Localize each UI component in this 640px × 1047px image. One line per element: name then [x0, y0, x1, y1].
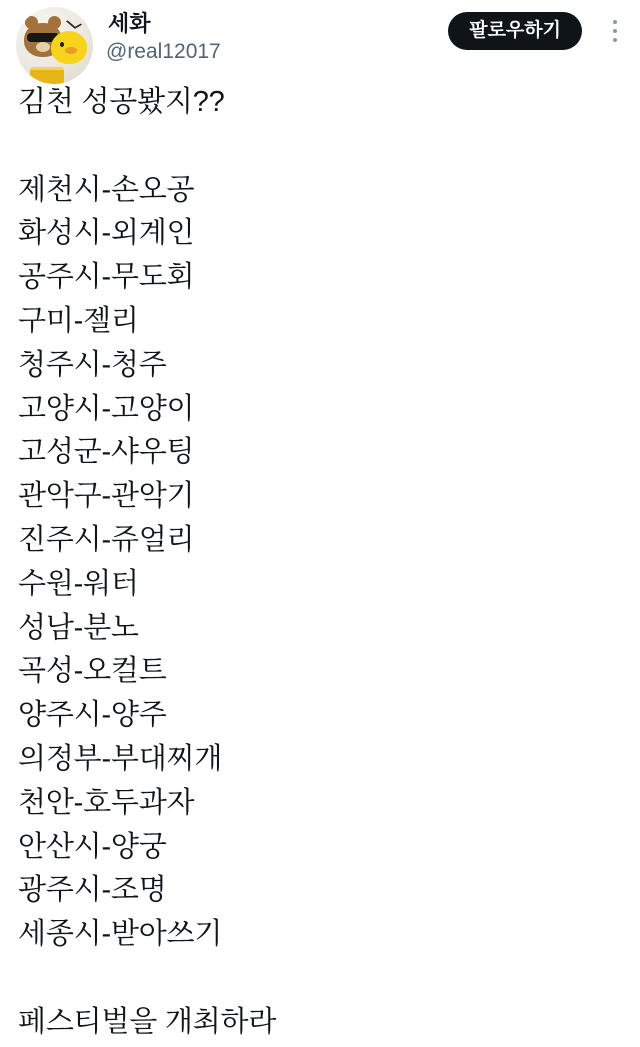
tweet-line: 의정부-부대찌개: [18, 742, 223, 775]
yellow-chick-icon: [51, 31, 87, 64]
follow-button[interactable]: 팔로우하기: [448, 12, 582, 50]
tweet-line: 고성군-샤우팅: [18, 436, 195, 469]
tweet-line: 청주시-청주: [18, 348, 167, 381]
tweet-line: 세종시-받아쓰기: [18, 918, 223, 951]
user-handle: @real12017: [106, 40, 221, 63]
tweet-line: 수원-워터: [18, 567, 139, 600]
tweet-line: 화성시-외계인: [18, 217, 195, 250]
avatar[interactable]: [16, 7, 93, 84]
tweet-line: [18, 125, 626, 169]
tweet-line: 천안-호두과자: [18, 786, 195, 819]
tweet-line: 안산시-양궁: [18, 830, 167, 863]
bird-silhouette-icon: [66, 17, 83, 29]
tweet-line: 성남-분노: [18, 611, 139, 644]
tweet-line: 제천시-손오공: [18, 173, 195, 206]
tweet-line: 구미-젤리: [18, 304, 139, 337]
tweet-line: 광주시-조명: [18, 874, 167, 907]
display-name[interactable]: 세화: [108, 11, 151, 36]
tweet-line: 양주시-양주: [18, 699, 167, 732]
more-options-icon[interactable]: [604, 16, 626, 46]
tweet-line: 곡성-오컬트: [18, 655, 167, 688]
tweet-line: [18, 957, 626, 1001]
tweet-text: [18, 81, 626, 1045]
tweet-line: 페스티벌을 개최하라: [18, 1005, 277, 1038]
tweet-line: 김천 성공봤지??: [18, 86, 225, 118]
tweet-line: 고양시-고양이: [18, 392, 195, 425]
tweet-line: 관악구-관악기: [18, 480, 195, 513]
tweet-line: 공주시-무도회: [18, 261, 195, 294]
tweet-line: 진주시-쥬얼리: [18, 523, 195, 556]
